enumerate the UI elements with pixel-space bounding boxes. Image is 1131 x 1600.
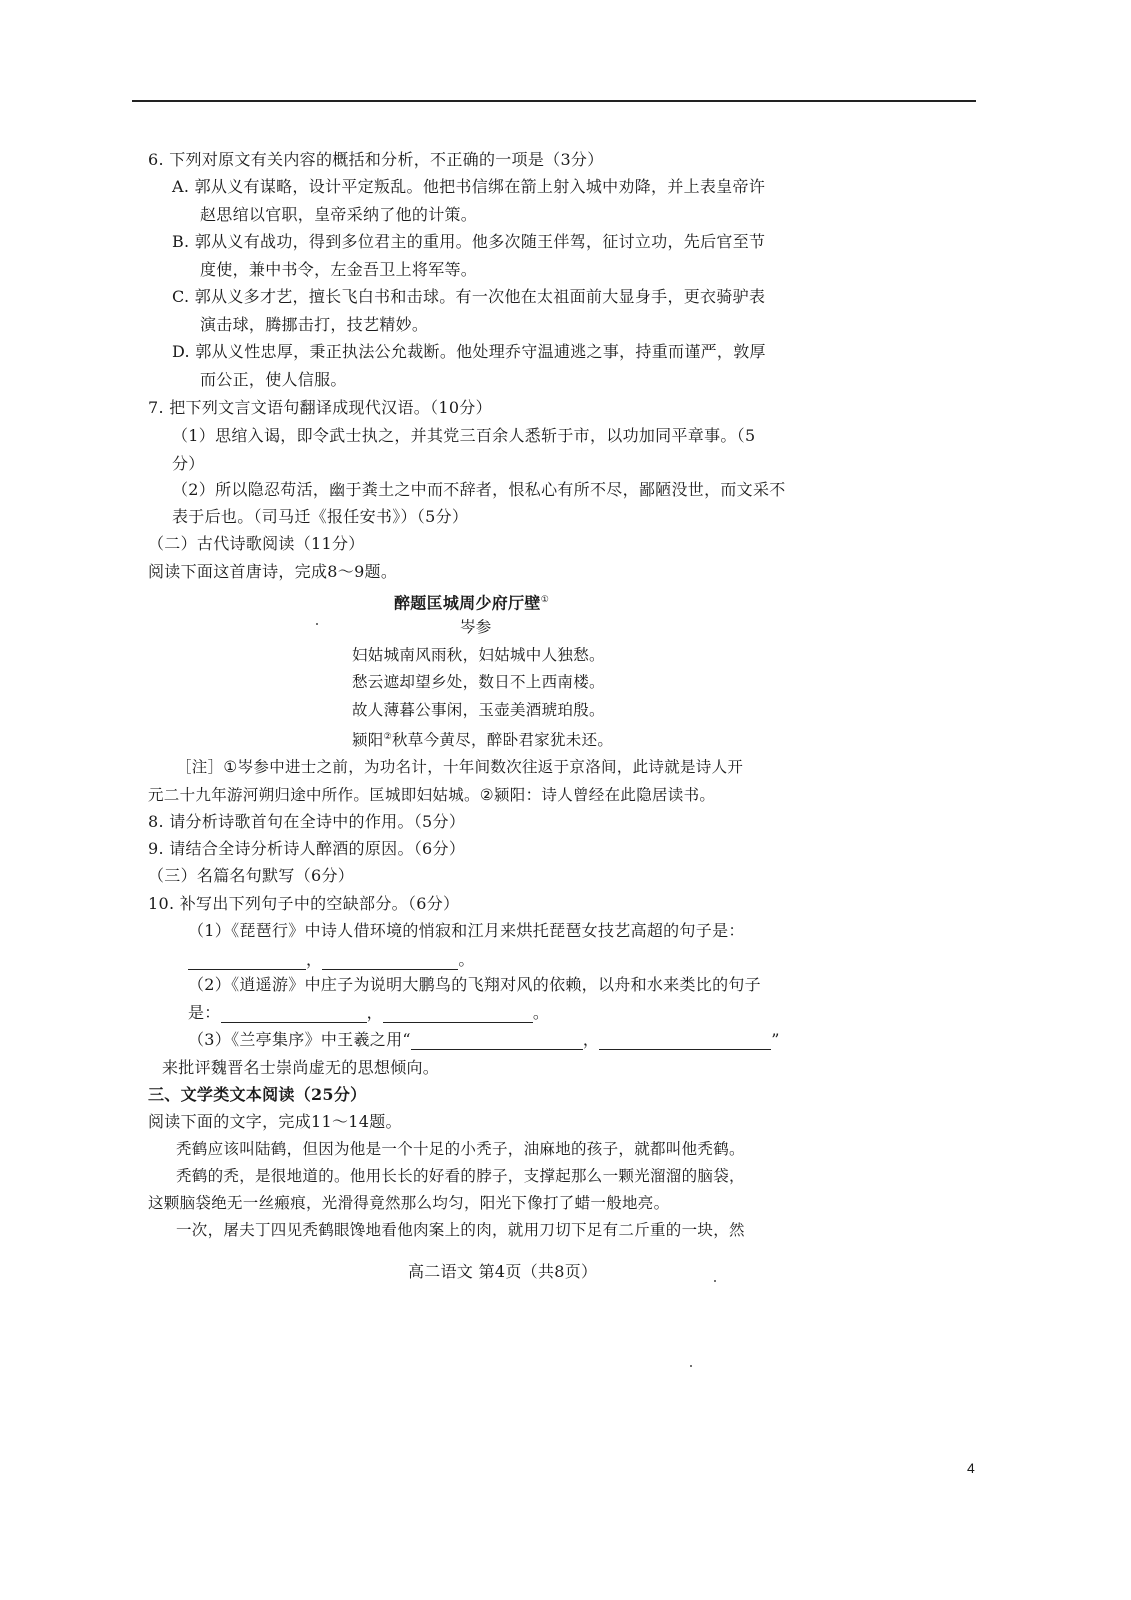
scan-speck xyxy=(714,1280,716,1282)
q10-answer1-line xyxy=(188,950,475,970)
part3-intro: 阅读下面的文字，完成11～14题。 xyxy=(148,1112,402,1131)
poem-title-text: 醉题匡城周少府厅壁 xyxy=(394,593,541,613)
q8: 8. 请分析诗歌首句在全诗中的作用。（5分） xyxy=(148,812,466,831)
page-number: 4 xyxy=(967,1460,975,1476)
q6-option-d-line2: 而公正，使人信服。 xyxy=(200,370,347,389)
q10-sentence3 xyxy=(188,1030,780,1050)
part3-heading: 三、文学类文本阅读（25分） xyxy=(148,1085,367,1104)
q6-option-b-line1: B. 郭从义有战功，得到多位君主的重用。他多次随王伴驾，征讨立功，先后官至节 xyxy=(172,232,766,251)
blank-period: 。 xyxy=(458,950,475,969)
blank-comma: ， xyxy=(582,1030,600,1049)
story-paragraph-2-line2: 这颗脑袋绝无一丝瘢痕，光滑得竟然那么均匀，阳光下像打了蜡一般地亮。 xyxy=(148,1194,670,1212)
blank-comma: ， xyxy=(366,1003,383,1022)
q7-sentence1-line2: 分） xyxy=(172,454,205,473)
story-paragraph-2-line1: 秃鹤的秃，是很地道的。他用长长的好看的脖子，支撑起那么一颗光溜溜的脑袋， xyxy=(176,1167,745,1185)
q6-option-c-line1: C. 郭从义多才艺，擅长飞白书和击球。有一次他在太祖面前大显身手，更衣骑驴表 xyxy=(172,287,766,306)
poem-note-line2: 元二十九年游河朔归途中所作。匡城即妇姑城。②颍阳：诗人曾经在此隐居读书。 xyxy=(148,786,716,804)
q7-stem: 7. 把下列文言文语句翻译成现代汉语。（10分） xyxy=(148,398,492,417)
q10-sentence1: （1）《琵琶行》中诗人借环境的悄寂和江月来烘托琵琶女技艺高超的句子是： xyxy=(188,921,745,940)
blank-comma: ， xyxy=(306,950,323,969)
q7-sentence1-line1: （1）思绾入谒，即令武士执之，并其党三百余人悉斩于市，以功加同平章事。（5 xyxy=(172,426,756,445)
poem-title xyxy=(394,590,549,613)
answer-blank[interactable] xyxy=(221,1006,367,1023)
q10-sentence3-tail: 来批评魏晋名士崇尚虚无的思想倾向。 xyxy=(162,1058,440,1077)
q7-sentence2-line2: 表于后也。（司马迁《报任安书》）（5分） xyxy=(172,507,469,526)
q6-option-a-line2: 赵思绾以官职，皇帝采纳了他的计策。 xyxy=(200,205,478,224)
q6-option-a-line1: A. 郭从义有谋略，设计平定叛乱。他把书信绑在箭上射入城中劝降，并上表皇帝许 xyxy=(172,177,766,196)
q6-option-c-line2: 演击球，腾挪击打，技艺精妙。 xyxy=(200,315,429,334)
story-paragraph-3: 一次，屠夫丁四见秃鹤眼馋地看他肉案上的肉，就用刀切下足有二斤重的一块，然 xyxy=(176,1221,745,1239)
poem-line-4-b: 秋草今黄尽，醉卧君家犹未还。 xyxy=(391,731,614,750)
blank-period: 。 xyxy=(532,1003,550,1022)
q10-answer2-line xyxy=(188,1003,549,1023)
answer-blank[interactable] xyxy=(599,1033,771,1050)
answer-blank[interactable] xyxy=(188,953,306,970)
q9: 9. 请结合全诗分析诗人醉酒的原因。（6分） xyxy=(148,839,466,858)
poem-line-4 xyxy=(352,727,613,750)
poem-line-3: 故人薄暮公事闲，玉壶美酒琥珀殷。 xyxy=(352,701,605,719)
q6-option-b-line2: 度使，兼中书令，左金吾卫上将军等。 xyxy=(200,260,478,279)
section-poetry-heading: （二）古代诗歌阅读（11分） xyxy=(148,534,365,553)
answer-blank[interactable] xyxy=(383,1006,533,1023)
q10-stem: 10. 补写出下列句子中的空缺部分。（6分） xyxy=(148,894,460,913)
scan-speck xyxy=(316,623,318,625)
scan-speck xyxy=(690,1365,692,1367)
answer-blank[interactable] xyxy=(411,1033,583,1050)
poem-line-4-note-mark: ② xyxy=(383,732,392,742)
q10-sentence2: （2）《逍遥游》中庄子为说明大鹏鸟的飞翔对风的依赖，以舟和水来类比的句子 xyxy=(188,975,761,994)
q6-option-d-line1: D. 郭从义性忠厚，秉正执法公允裁断。他处理乔守温逋逃之事，持重而谨严，敦厚 xyxy=(172,342,766,361)
section-poetry-intro: 阅读下面这首唐诗，完成8～9题。 xyxy=(148,562,398,581)
q10-s3-prefix: （3）《兰亭集序》中王羲之用“ xyxy=(188,1030,411,1049)
q7-sentence2-line1: （2）所以隐忍苟活，幽于粪土之中而不辞者，恨私心有所不尽，鄙陋没世，而文采不 xyxy=(172,480,786,499)
section-recitation-heading: （三）名篇名句默写（6分） xyxy=(148,866,355,885)
page-footer: 高二语文 第4页（共8页） xyxy=(408,1262,598,1281)
poem-note-mark: ① xyxy=(540,595,550,605)
q6-stem: 6. 下列对原文有关内容的概括和分析，不正确的一项是（3分） xyxy=(148,150,604,169)
q10-s3-close-quote: ” xyxy=(771,1030,780,1049)
poem-note-line1: ［注］①岑参中进士之前，为功名计，十年间数次往返于京洛间，此诗就是诗人开 xyxy=(176,758,744,776)
q10-s2-prefix: 是： xyxy=(188,1003,221,1022)
poem-author: 岑参 xyxy=(460,618,492,636)
story-paragraph-1: 秃鹤应该叫陆鹤，但因为他是一个十足的小秃子，油麻地的孩子，就都叫他秃鹤。 xyxy=(176,1140,745,1158)
poem-line-1: 妇姑城南风雨秋，妇姑城中人独愁。 xyxy=(352,646,605,664)
poem-line-2: 愁云遮却望乡处，数日不上西南楼。 xyxy=(352,673,605,691)
top-rule xyxy=(132,100,976,102)
poem-line-4-a: 颍阳 xyxy=(352,731,384,750)
answer-blank[interactable] xyxy=(322,953,458,970)
